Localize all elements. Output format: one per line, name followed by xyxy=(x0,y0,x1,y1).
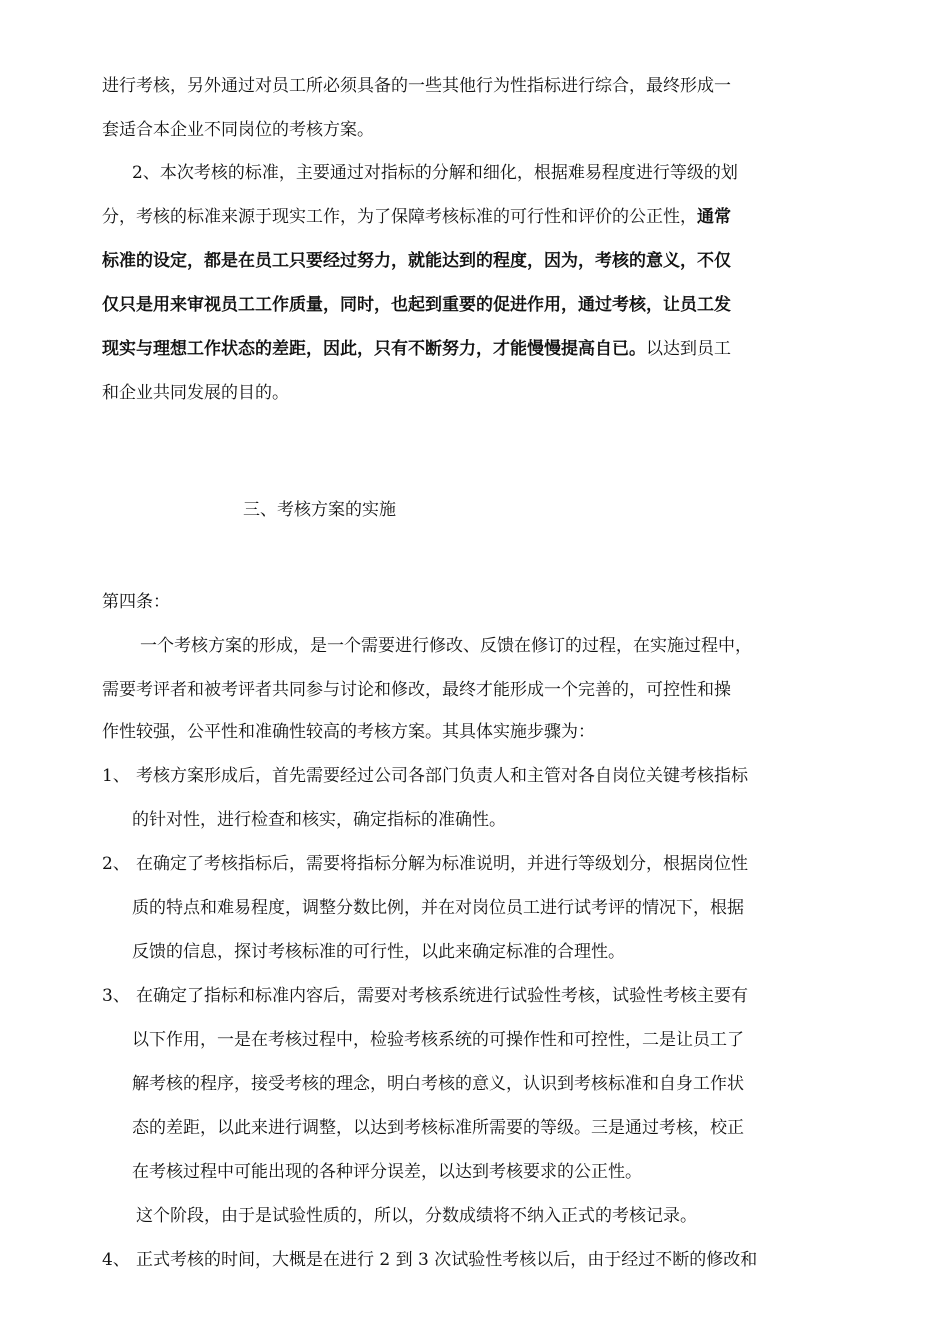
list-number: 3、 xyxy=(102,986,130,1006)
text-run: 分，考核的标准来源于现实工作，为了保障考核标准的可行性和评价的公正性， xyxy=(102,207,697,227)
article-label: 第四条： xyxy=(102,592,170,612)
list-item-line: 质的特点和难易程度，调整分数比例，并在对岗位员工进行试考评的情况下，根据 xyxy=(132,898,744,918)
list-item-line: 的针对性，进行检查和核实，确定指标的准确性。 xyxy=(132,810,506,830)
bold-body-line: 标准的设定，都是在员工只要经过努力，就能达到的程度，因为，考核的意义，不仅 xyxy=(102,251,731,271)
list-item-line: 反馈的信息，探讨考核标准的可行性，以此来确定标准的合理性。 xyxy=(132,942,625,962)
body-line: 需要考评者和被考评者共同参与讨论和修改，最终才能形成一个完善的，可控性和操 xyxy=(102,680,731,700)
list-item-line: 正式考核的时间，大概是在进行 2 到 3 次试验性考核以后，由于经过不断的修改和 xyxy=(136,1250,758,1270)
body-line: 一个考核方案的形成，是一个需要进行修改、反馈在修订的过程，在实施过程中， xyxy=(140,636,752,656)
list-item-line: 在考核过程中可能出现的各种评分误差，以达到考核要求的公正性。 xyxy=(132,1162,642,1182)
list-item-line: 在确定了指标和标准内容后，需要对考核系统进行试验性考核，试验性考核主要有 xyxy=(136,986,748,1006)
list-item-line: 解考核的程序，接受考核的理念，明白考核的意义，认识到考核标准和自身工作状 xyxy=(132,1074,744,1094)
list-number: 2、 xyxy=(102,854,130,874)
bold-body-line: 仅只是用来审视员工工作质量，同时，也起到重要的促进作用，通过考核，让员工发 xyxy=(102,295,731,315)
section-heading: 三、考核方案的实施 xyxy=(243,500,396,520)
list-item-line: 以下作用，一是在考核过程中，检验考核系统的可操作性和可控性，二是让员工了 xyxy=(132,1030,744,1050)
bold-text-run: 通常 xyxy=(697,207,731,227)
list-number: 4、 xyxy=(102,1250,130,1270)
body-line: 进行考核，另外通过对员工所必须具备的一些其他行为性指标进行综合，最终形成一 xyxy=(102,76,731,96)
list-item-line: 态的差距，以此来进行调整，以达到考核标准所需要的等级。三是通过考核，校正 xyxy=(132,1118,744,1138)
bold-text-run: 现实与理想工作状态的差距，因此，只有不断努力，才能慢慢提高自已。 xyxy=(102,339,646,359)
body-line: 作性较强，公平性和准确性较高的考核方案。其具体实施步骤为： xyxy=(102,722,595,742)
body-line: 2、本次考核的标准，主要通过对指标的分解和细化，根据难易程度进行等级的划 xyxy=(132,163,738,183)
body-line: 和企业共同发展的目的。 xyxy=(102,383,289,403)
stage-note: 这个阶段，由于是试验性质的，所以，分数成绩将不纳入正式的考核记录。 xyxy=(136,1206,697,1226)
list-item-line: 在确定了考核指标后，需要将指标分解为标准说明，并进行等级划分，根据岗位性 xyxy=(136,854,748,874)
body-line xyxy=(102,205,731,229)
body-line: 套适合本企业不同岗位的考核方案。 xyxy=(102,120,374,140)
body-line xyxy=(102,337,731,361)
text-run: 以达到员工 xyxy=(646,339,731,359)
list-number: 1、 xyxy=(102,766,130,786)
list-item-line: 考核方案形成后，首先需要经过公司各部门负责人和主管对各自岗位关键考核指标 xyxy=(136,766,748,786)
